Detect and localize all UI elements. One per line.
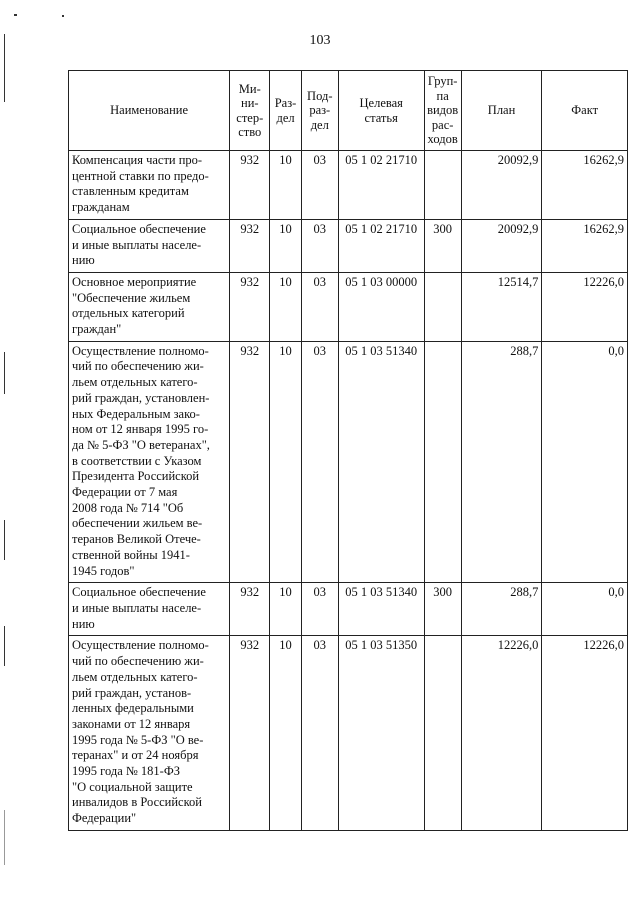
row-expense-group: 300 [424, 583, 461, 636]
row-subsection: 03 [301, 341, 338, 583]
scan-mark [62, 15, 64, 17]
row-fact: 0,0 [542, 583, 628, 636]
row-plan: 12514,7 [461, 272, 542, 341]
row-ministry: 932 [230, 151, 270, 220]
header-plan: План [461, 71, 542, 151]
scan-mark [4, 626, 5, 666]
row-name: Компенсация части про- центной ставки по предо- ставленным кредитам гражданам [69, 151, 230, 220]
scan-mark [4, 352, 5, 394]
header-expense-group: Груп- па видов рас- ходов [424, 71, 461, 151]
row-plan: 12226,0 [461, 636, 542, 830]
row-target-item: 05 1 03 51350 [338, 636, 424, 830]
row-section: 10 [270, 636, 301, 830]
row-subsection: 03 [301, 151, 338, 220]
row-expense-group [424, 151, 461, 220]
budget-table [68, 70, 628, 831]
row-fact: 12226,0 [542, 636, 628, 830]
row-target-item: 05 1 02 21710 [338, 219, 424, 272]
header-section: Раз- дел [270, 71, 301, 151]
row-plan: 20092,9 [461, 219, 542, 272]
scan-mark [4, 810, 5, 865]
row-name: Социальное обеспечение и иные выплаты населе- нию [69, 219, 230, 272]
header-name: Наименование [69, 71, 230, 151]
row-target-item: 05 1 02 21710 [338, 151, 424, 220]
header-subsection: Под- раз- дел [301, 71, 338, 151]
row-fact: 16262,9 [542, 219, 628, 272]
row-target-item: 05 1 03 51340 [338, 341, 424, 583]
table-row [69, 583, 628, 636]
scan-mark [4, 34, 5, 102]
header-target-item: Целевая статья [338, 71, 424, 151]
row-name: Социальное обеспечение и иные выплаты населе- нию [69, 583, 230, 636]
row-plan: 20092,9 [461, 151, 542, 220]
row-subsection: 03 [301, 219, 338, 272]
table-header-row [69, 71, 628, 151]
row-section: 10 [270, 151, 301, 220]
page-number: 103 [309, 33, 331, 48]
row-plan: 288,7 [461, 341, 542, 583]
table-row [69, 341, 628, 583]
row-ministry: 932 [230, 341, 270, 583]
header-fact: Факт [542, 71, 628, 151]
row-target-item: 05 1 03 00000 [338, 272, 424, 341]
row-section: 10 [270, 219, 301, 272]
row-subsection: 03 [301, 583, 338, 636]
row-ministry: 932 [230, 219, 270, 272]
row-expense-group [424, 341, 461, 583]
row-expense-group [424, 272, 461, 341]
row-subsection: 03 [301, 636, 338, 830]
row-target-item: 05 1 03 51340 [338, 583, 424, 636]
table-row [69, 219, 628, 272]
row-name: Осуществление полномо- чий по обеспечению жи- льем отдельных катего- рий граждан, установ- ленных федеральными законами от 12 января 1995 года № 5-ФЗ "О ве- теранах" и от 24 ноября 1995 года № 181-ФЗ "О социальной защите инвалидов в Российской Федерации" [69, 636, 230, 830]
row-fact: 16262,9 [542, 151, 628, 220]
scan-mark [14, 14, 17, 16]
row-plan: 288,7 [461, 583, 542, 636]
row-name: Осуществление полномо- чий по обеспечению жи- льем отдельных катего- рий граждан, установлен- ных Федеральным зако- ном от 12 января 1995 го- да № 5-ФЗ "О ветеранах", в соответствии с Указом Президента Российской Федерации от 7 мая 2008 года № 714 "Об обеспечении жильем ве- теранов Великой Отече- ственной войны 1941- 1945 годов" [69, 341, 230, 583]
row-ministry: 932 [230, 583, 270, 636]
table-row [69, 151, 628, 220]
row-fact: 12226,0 [542, 272, 628, 341]
scan-mark [4, 520, 5, 560]
row-ministry: 932 [230, 636, 270, 830]
row-name: Основное мероприятие "Обеспечение жильем отдельных категорий граждан" [69, 272, 230, 341]
row-expense-group [424, 636, 461, 830]
table-row [69, 636, 628, 830]
row-ministry: 932 [230, 272, 270, 341]
row-section: 10 [270, 272, 301, 341]
table-row [69, 272, 628, 341]
row-fact: 0,0 [542, 341, 628, 583]
header-ministry: Ми- ни- стер- ство [230, 71, 270, 151]
row-subsection: 03 [301, 272, 338, 341]
row-section: 10 [270, 341, 301, 583]
row-section: 10 [270, 583, 301, 636]
row-expense-group: 300 [424, 219, 461, 272]
